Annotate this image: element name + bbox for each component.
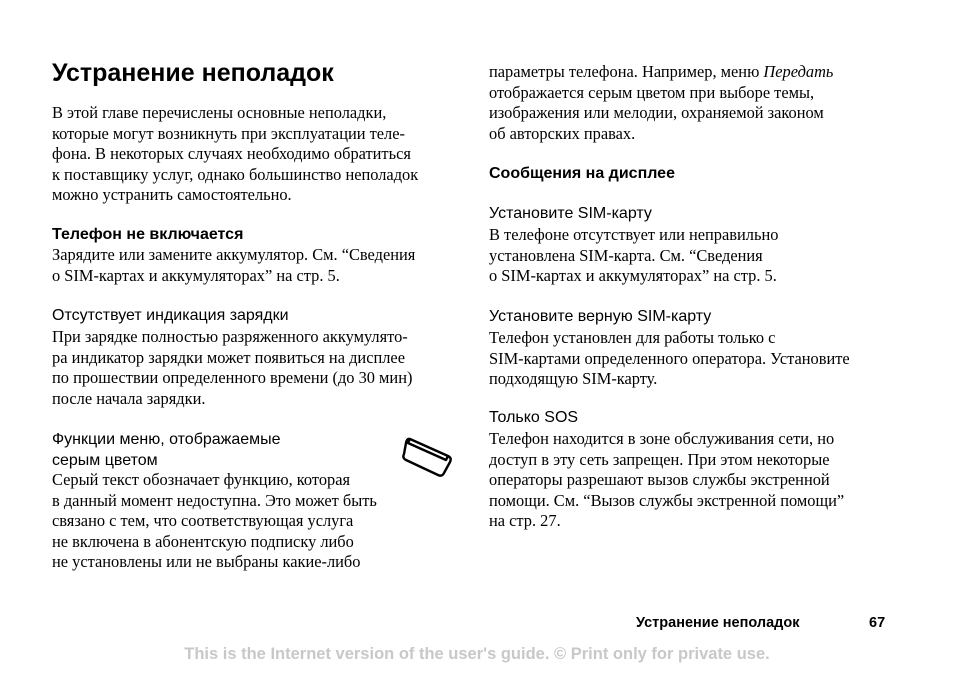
paragraph-correct-sim [489, 328, 850, 390]
body-line: При зарядке полностью разряженного аккумулято- [52, 327, 408, 346]
intro-line: которые могут возникнуть при эксплуатации теле- [52, 123, 405, 143]
body-line: об авторских правах. [489, 123, 636, 143]
body-line: Зарядите или замените аккумулятор. См. “Сведения [52, 245, 416, 264]
paragraph-insert-sim [489, 225, 778, 287]
body-line: не установлены или не выбраны какие-либо [52, 552, 361, 572]
body-line: на стр. 27. [489, 511, 561, 531]
disclaimer-watermark: This is the Internet version of the user's guide. © Print only for private use. [184, 645, 770, 663]
paragraph-sos-only [489, 429, 844, 532]
body-line: о SIM-картах и аккумуляторах” на стр. 5. [489, 266, 777, 286]
body-line: связано с тем, что соответствующая услуга [52, 511, 354, 531]
body-line: изображения или мелодии, охраняемой законом [489, 103, 824, 123]
heading-phone-off: Телефон не включается [52, 226, 244, 243]
body-line: Телефон находится в зоне обслуживания сети, но [489, 429, 835, 448]
body-line: в данный момент недоступна. Это может быть [52, 490, 377, 510]
intro-line: к поставщику услуг, однако большинство неполадок [52, 164, 419, 184]
body-line [489, 62, 833, 83]
intro-line: фона. В некоторых случаях необходимо обратиться [52, 144, 411, 164]
phone-icon [400, 432, 456, 478]
heading-display-messages: Сообщения на дисплее [489, 165, 675, 182]
body-line: доступ в эту сеть запрещен. При этом некоторые [489, 449, 830, 469]
heading-correct-sim: Установите верную SIM-карту [489, 308, 712, 325]
intro-paragraph [52, 103, 418, 206]
paragraph-grey-menu-continued [489, 62, 833, 144]
heading-no-charge: Отсутствует индикация зарядки [52, 307, 289, 324]
body-line: помощи. См. “Вызов службы экстренной помощи” [489, 490, 845, 510]
body-line: по прошествии определенного времени (до 30 мин) [52, 368, 413, 388]
paragraph-grey-menu [52, 470, 377, 573]
body-line: после начала зарядки. [52, 388, 206, 408]
body-line: ра индикатор зарядки может появиться на дисплее [52, 347, 405, 367]
page-title: Устранение неполадок [52, 59, 334, 87]
body-line: отображается серым цветом при выборе темы, [489, 82, 815, 102]
body-line: подходящую SIM-карту. [489, 369, 658, 389]
body-line: установлена SIM-карта. См. “Сведения [489, 245, 763, 265]
body-text: параметры телефона. Например, меню [489, 62, 764, 81]
body-line: не включена в абонентскую подписку либо [52, 531, 354, 551]
body-line: Серый текст обозначает функцию, которая [52, 470, 351, 489]
footer-section-title: Устранение неполадок [636, 615, 800, 631]
body-line: В телефоне отсутствует или неправильно [489, 225, 779, 244]
heading-grey-menu [52, 430, 281, 471]
intro-line: можно устранить самостоятельно. [52, 185, 292, 205]
intro-line: В этой главе перечислены основные неполадки, [52, 103, 387, 122]
paragraph-phone-off [52, 245, 415, 286]
body-line: операторы разрешают вызов службы экстренной [489, 470, 830, 490]
paragraph-no-charge [52, 327, 412, 409]
heading-insert-sim: Установите SIM-карту [489, 205, 652, 222]
menu-name-send: Передать [763, 62, 834, 81]
page-number: 67 [869, 615, 886, 631]
body-line: Телефон установлен для работы только с [489, 328, 776, 347]
heading-sos-only: Только SOS [489, 409, 579, 426]
heading-line: серым цветом [52, 451, 158, 469]
heading-line: Функции меню, отображаемые [52, 431, 281, 448]
body-line: SIM-картами определенного оператора. Установите [489, 348, 850, 368]
body-line: о SIM-картах и аккумуляторах” на стр. 5. [52, 265, 340, 285]
